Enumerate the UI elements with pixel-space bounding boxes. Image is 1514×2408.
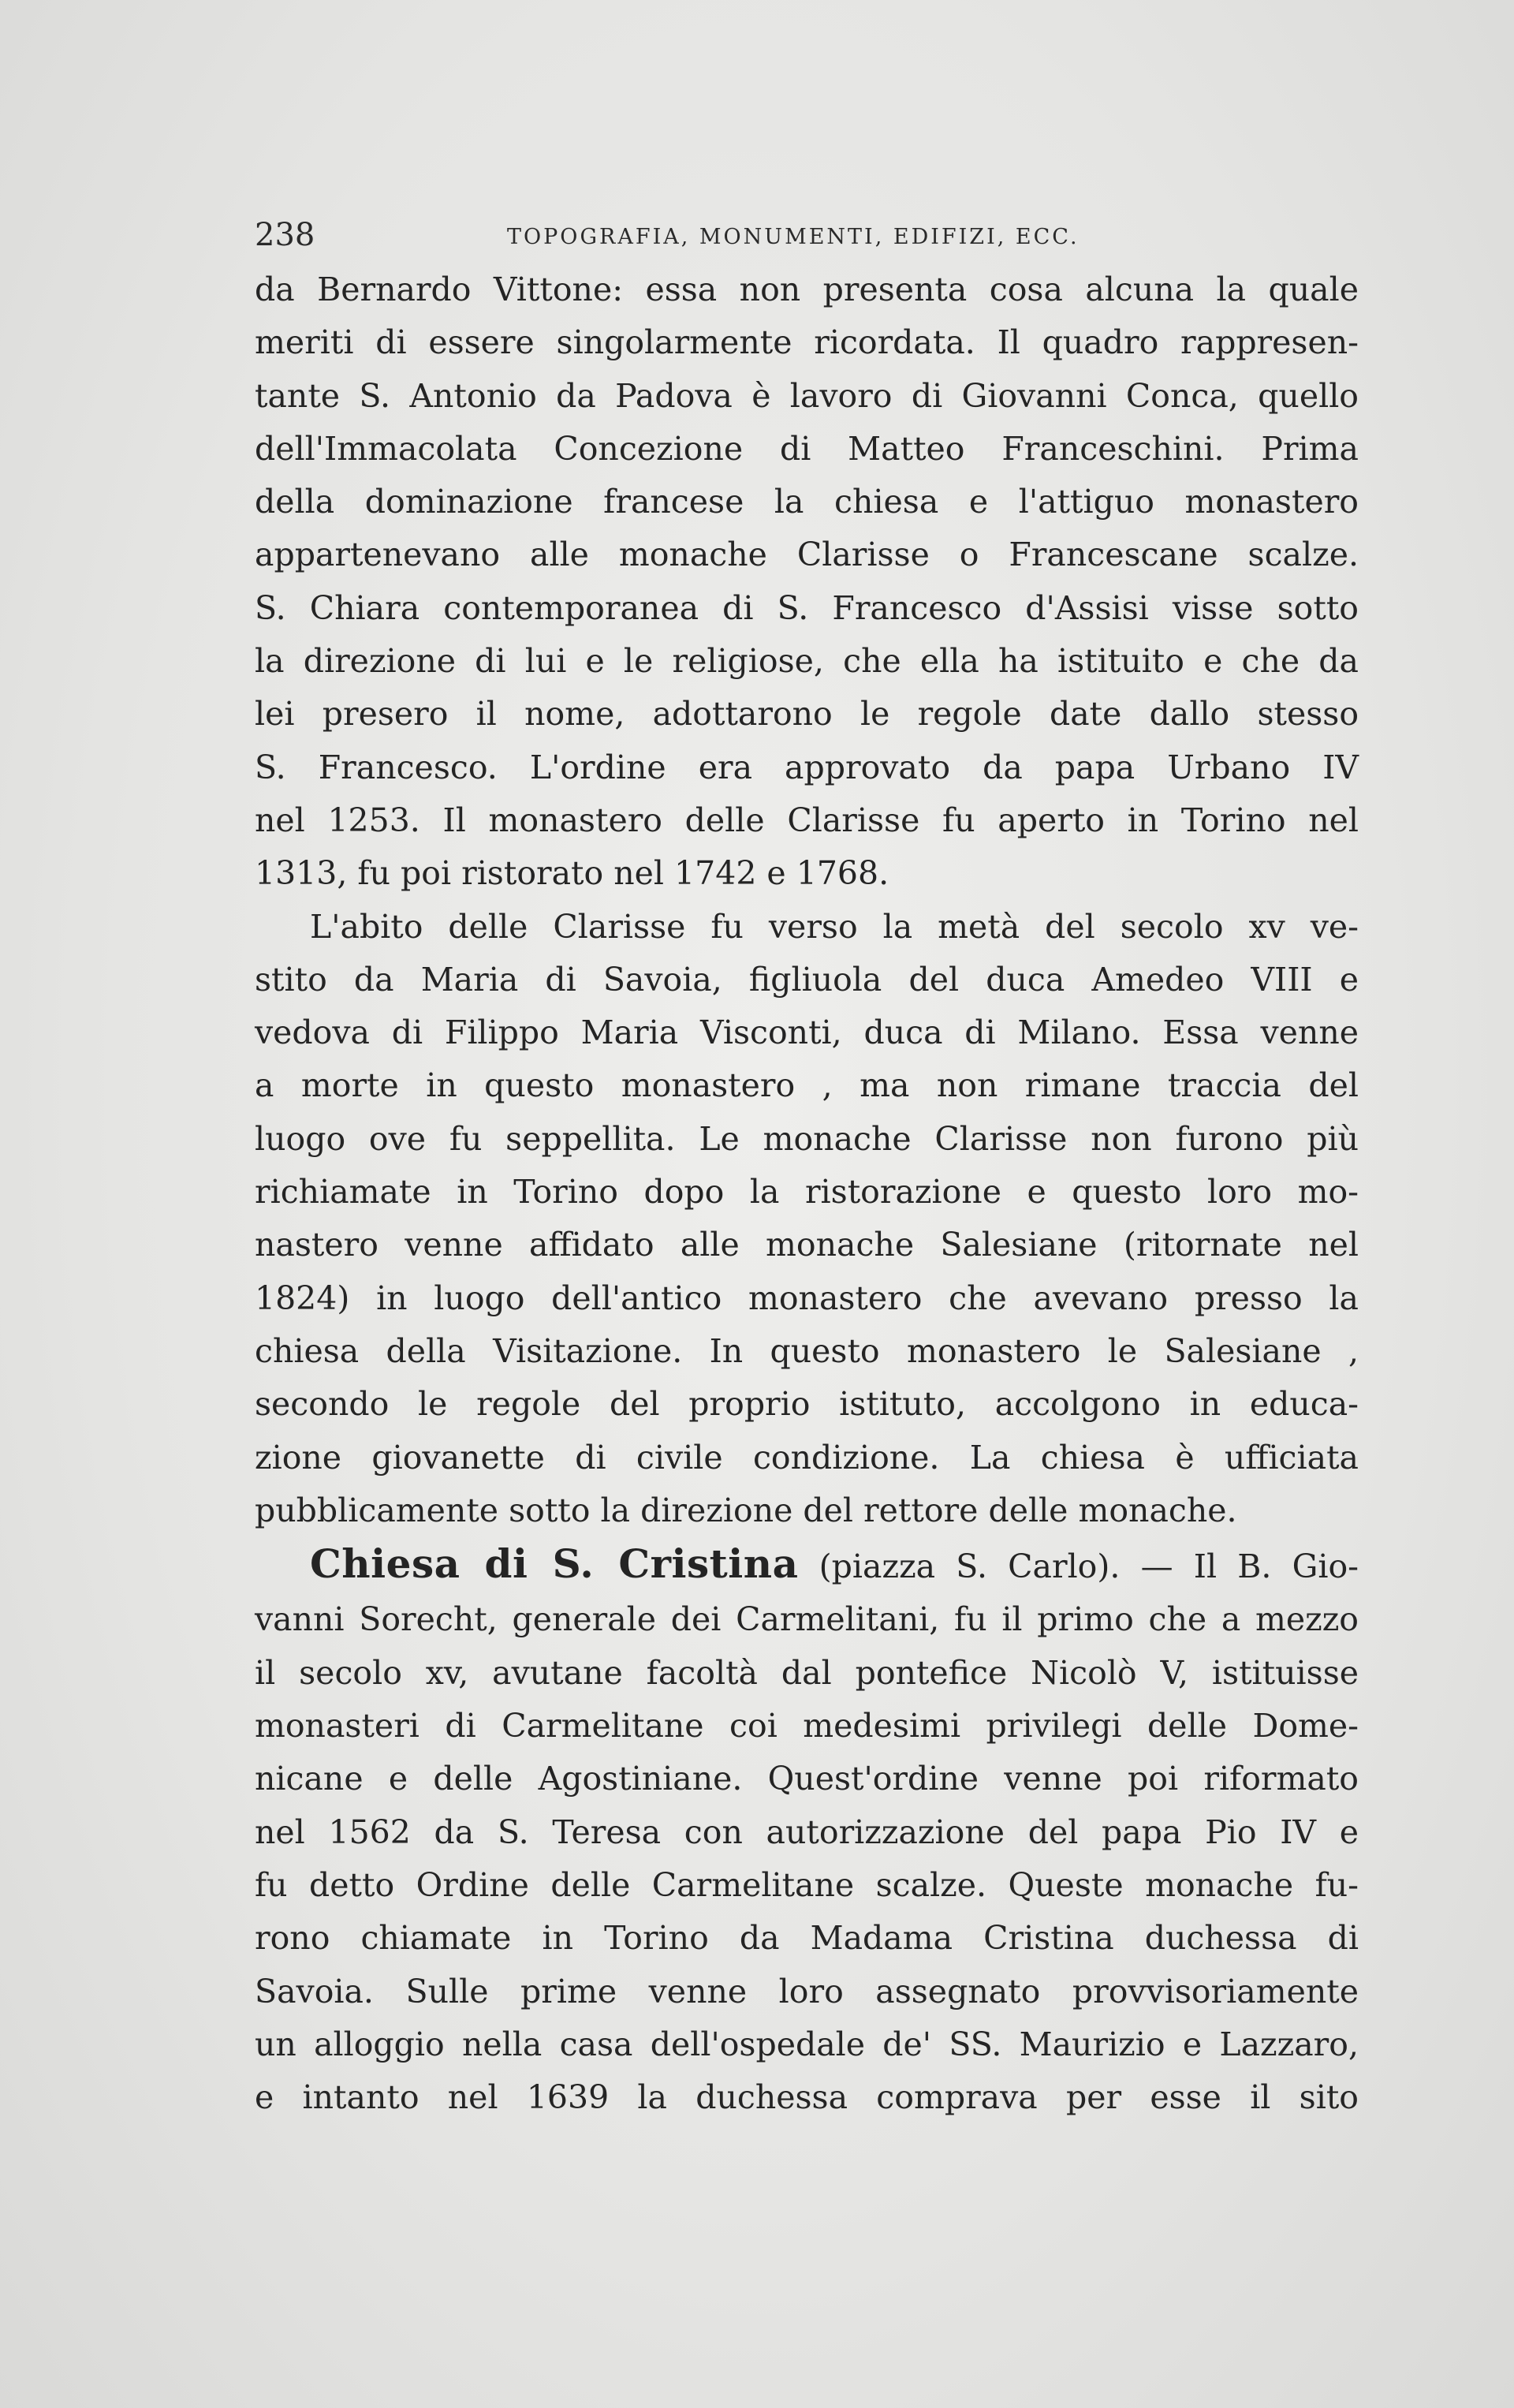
text-line: S. Francesco. L'ordine era approvato da papa Urbano IV — [255, 748, 1359, 786]
text-line: Savoia. Sulle prime venne loro assegnato provvisoriamente — [255, 1972, 1359, 2010]
page-number: 238 — [255, 217, 315, 253]
text-line: vanni Sorecht, generale dei Carmelitani, fu il primo che a mezzo — [255, 1600, 1359, 1639]
running-title: TOPOGRAFIA, MONUMENTI, EDIFIZI, ECC. — [507, 225, 1080, 249]
text-line: nicane e delle Agostiniane. Quest'ordine venne poi riformato — [255, 1760, 1359, 1798]
text-line: meriti di essere singolarmente ricordata. Il quadro rappresen- — [255, 323, 1359, 362]
text-line: luogo ove fu seppellita. Le monache Clarisse non furono più — [255, 1119, 1359, 1158]
section-first-line-rest: (piazza S. Carlo). — Il B. Gio- — [798, 1547, 1359, 1586]
text-line: il secolo xv, avutane facoltà dal pontefice Nicolò V, istituisse — [255, 1653, 1359, 1692]
text-line: un alloggio nella casa dell'ospedale de' SS. Maurizio e Lazzaro, — [255, 2025, 1359, 2063]
text-line: rono chiamate in Torino da Madama Cristina duchessa di — [255, 1919, 1359, 1958]
text-line: stito da Maria di Savoia, figliuola del duca Amedeo VIII e — [255, 960, 1359, 999]
paragraph-1 — [255, 263, 1359, 901]
text-line: dell'Immacolata Concezione di Matteo Franceschini. Prima — [255, 429, 1359, 468]
text-line: da Bernardo Vittone: essa non presenta cosa alcuna la quale — [255, 271, 1359, 308]
text-line: e intanto nel 1639 la duchessa comprava per esse il sito — [255, 2078, 1359, 2117]
text-line: nastero venne affidato alle monache Salesiane (ritornate nel — [255, 1226, 1359, 1264]
text-line: nel 1253. Il monastero delle Clarisse fu aperto in Torino nel — [255, 801, 1359, 839]
text-line: 1313, fu poi ristorato nel 1742 e 1768. — [255, 854, 889, 893]
text-line: lei presero il nome, adottarono le regole date dallo stesso — [255, 695, 1359, 734]
paragraph-2 — [255, 901, 1359, 1538]
text-line: richiamate in Torino dopo la ristorazione e questo loro mo- — [255, 1173, 1359, 1211]
section-heading: Chiesa di S. Cristina — [310, 1540, 799, 1588]
text-line: chiesa della Visitazione. In questo monastero le Salesiane , — [255, 1331, 1359, 1370]
section-chiesa-s-cristina — [255, 1537, 1359, 2124]
text-line: secondo le regole del proprio istituto, accolgono in educa- — [255, 1385, 1359, 1424]
text-line: L'abito delle Clarisse fu verso la metà del secolo xv ve- — [310, 907, 1359, 946]
text-line: appartenevano alle monache Clarisse o Francescane scalze. — [255, 536, 1359, 574]
text-line: fu detto Ordine delle Carmelitane scalze. Queste monache fu- — [255, 1865, 1359, 1904]
running-head — [255, 213, 1359, 257]
section-first-line — [255, 1537, 1359, 1593]
text-line: nel 1562 da S. Teresa con autorizzazione del papa Pio IV e — [255, 1813, 1359, 1851]
text-line: la direzione di lui e le religiose, che ella ha istituito e che da — [255, 642, 1359, 681]
text-line: a morte in questo monastero , ma non rimane traccia del — [255, 1066, 1359, 1105]
text-line: tante S. Antonio da Padova è lavoro di Giovanni Conca, quello — [255, 376, 1359, 415]
text-line: S. Chiara contemporanea di S. Francesco d'Assisi visse sotto — [255, 588, 1359, 627]
text-line: pubblicamente sotto la direzione del rettore delle monache. — [255, 1491, 1237, 1529]
text-line: zione giovanette di civile condizione. La chiesa è ufficiata — [255, 1438, 1359, 1477]
text-line: 1824) in luogo dell'antico monastero che avevano presso la — [255, 1279, 1359, 1317]
text-line: vedova di Filippo Maria Visconti, duca di Milano. Essa venne — [255, 1014, 1359, 1052]
text-line: della dominazione francese la chiesa e l'attiguo monastero — [255, 483, 1359, 521]
text-line: monasteri di Carmelitane coi medesimi privilegi delle Dome- — [255, 1707, 1359, 1745]
page-content — [255, 213, 1359, 2124]
